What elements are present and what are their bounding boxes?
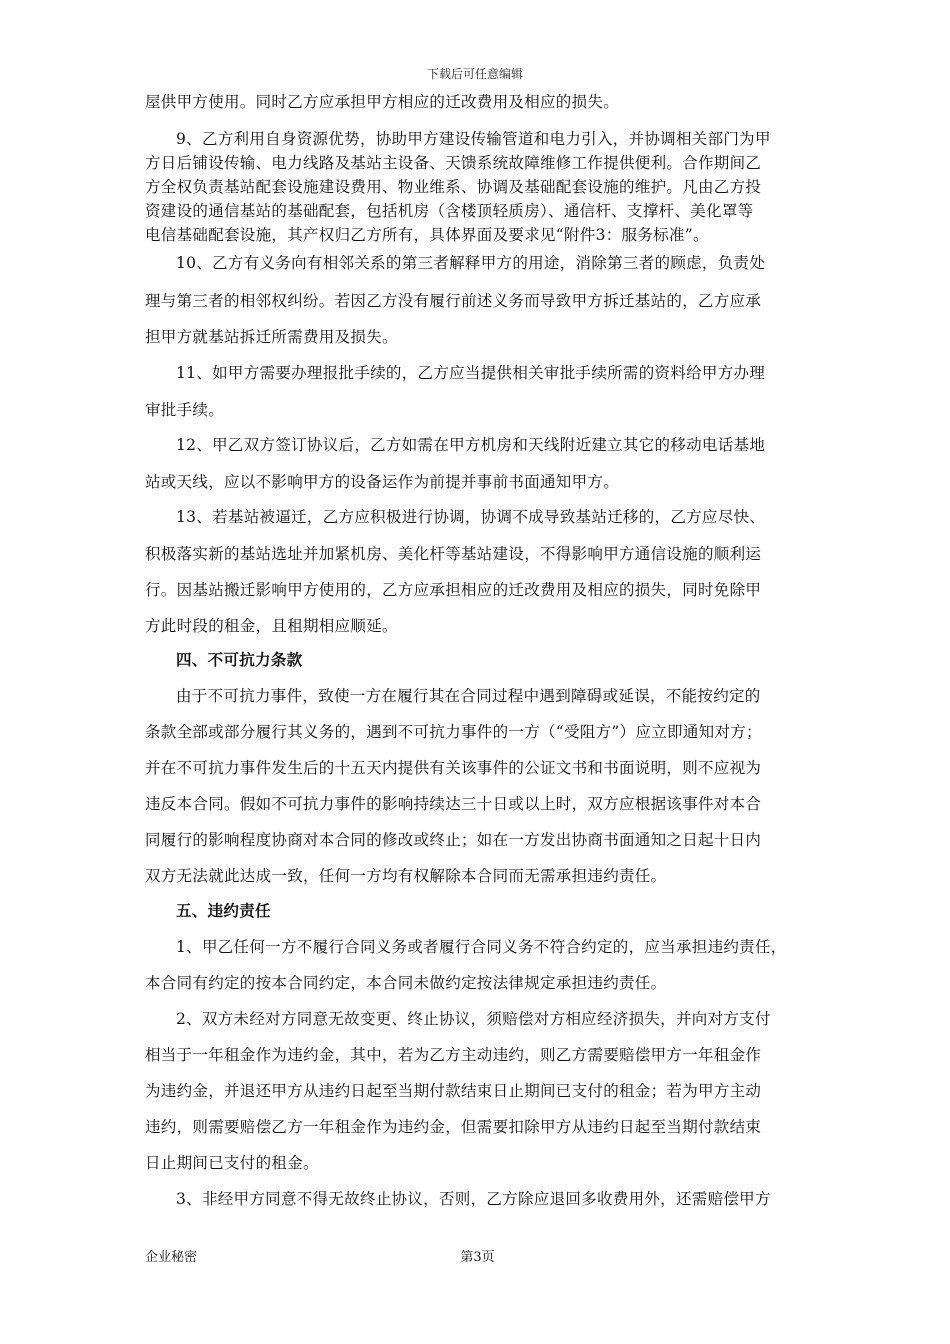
paragraph-line: 方日后铺设传输、电力线路及基站主设备、天馈系统故障维修工作提供便利。合作期间乙 [145, 154, 762, 172]
paragraph-line: 相当于一年租金作为违约金，其中，若为乙方主动违约，则乙方需要赔偿甲方一年租金作 [145, 1046, 762, 1064]
paragraph-line: 9、乙方利用自身资源优势，协助甲方建设传输管道和电力引入，并协调相关部门为甲 [176, 130, 771, 148]
paragraph-line: 由于不可抗力事件，致使一方在履行其在合同过程中遇到障碍或延误，不能按约定的 [176, 687, 761, 705]
paragraph-line: 方此时段的租金，且租期相应顺延。 [145, 617, 398, 635]
paragraph-line: 11、如甲方需要办理报批手续的，乙方应当提供相关审批手续所需的资料给甲方办理 [176, 364, 766, 382]
paragraph-line: 本合同有约定的按本合同约定，本合同未做约定按法律规定承担违约责任。 [145, 974, 667, 992]
paragraph-line: 电信基础配套设施，其产权归乙方所有，具体界面及要求见“附件3：服务标准”。 [145, 226, 709, 244]
paragraph-line: 双方无法就此达成一致，任何一方均有权解除本合同而无需承担违约责任。 [145, 867, 667, 885]
paragraph-line: 条款全部或部分履行其义务的，遇到不可抗力事件的一方（“受阻方”）应立即通知对方； [145, 723, 762, 741]
paragraph-line: 积极落实新的基站选址并加紧机房、美化杆等基站建设，不得影响甲方通信设施的顺利运 [145, 545, 762, 563]
paragraph-line: 审批手续。 [145, 401, 225, 419]
footer-page-number: 第3页 [460, 1250, 495, 1265]
paragraph-line: 屋供甲方使用。同时乙方应承担甲方相应的迁改费用及相应的损失。 [145, 93, 620, 111]
paragraph-line: 理与第三者的相邻权纠纷。若因乙方没有履行前述义务而导致甲方拆迁基站的，乙方应承 [145, 292, 762, 310]
paragraph-line: 1、甲乙任何一方不履行合同义务或者履行合同义务不符合约定的，应当承担违约责任， [176, 938, 787, 956]
paragraph-line: 为违约金，并退还甲方从违约日起至当期付款结束日止期间已支付的租金；若为甲方主动 [145, 1082, 762, 1100]
paragraph-line: 资建设的通信基站的基础配套，包括机房（含楼顶轻质房）、通信杆、支撑杆、美化罩等 [145, 202, 754, 220]
footer-confidential-label: 企业秘密 [145, 1250, 198, 1265]
paragraph-line: 担甲方就基站拆迁所需费用及损失。 [145, 328, 398, 346]
paragraph-line: 2、双方未经对方同意无故变更、终止协议，须赔偿对方相应经济损失，并向对方支付 [176, 1010, 771, 1028]
paragraph-line: 违约，则需要赔偿乙方一年租金作为违约金，但需要扣除甲方从违约日起至当期付款结束 [145, 1118, 762, 1136]
paragraph-line: 3、非经甲方同意不得无故终止协议，否则，乙方除应退回多收费用外，还需赔偿甲方 [176, 1190, 771, 1208]
paragraph-line: 违反本合同。假如不可抗力事件的影响持续达三十日或以上时，双方应根据该事件对本合 [145, 795, 762, 813]
paragraph-line: 日止期间已支付的租金。 [145, 1154, 319, 1172]
paragraph-line: 12、甲乙双方签订协议后，乙方如需在甲方机房和天线附近建立其它的移动电话基地 [176, 436, 766, 454]
section-heading: 四、不可抗力条款 [176, 650, 303, 669]
paragraph-line: 行。因基站搬迁影响甲方使用的，乙方应承担相应的迁改费用及相应的损失，同时免除甲 [145, 581, 762, 599]
page-header: 下载后可任意编辑 [426, 67, 523, 81]
paragraph-line: 方全权负责基站配套设施建设费用、物业维系、协调及基础配套设施的维护。凡由乙方投 [145, 178, 762, 196]
section-heading: 五、违约责任 [176, 901, 271, 920]
paragraph-line: 同履行的影响程度协商对本合同的修改或终止；如在一方发出协商书面通知之日起十日内 [145, 831, 762, 849]
paragraph-line: 13、若基站被逼迁，乙方应积极进行协调，协调不成导致基站迁移的，乙方应尽快、 [176, 508, 766, 526]
paragraph-line: 并在不可抗力事件发生后的十五天内提供有关该事件的公证文书和书面说明，则不应视为 [145, 759, 762, 777]
paragraph-line: 站或天线，应以不影响甲方的设备运作为前提并事前书面通知甲方。 [145, 473, 620, 491]
paragraph-line: 10、乙方有义务向有相邻关系的第三者解释甲方的用途，消除第三者的顾虑，负责处 [176, 254, 766, 272]
